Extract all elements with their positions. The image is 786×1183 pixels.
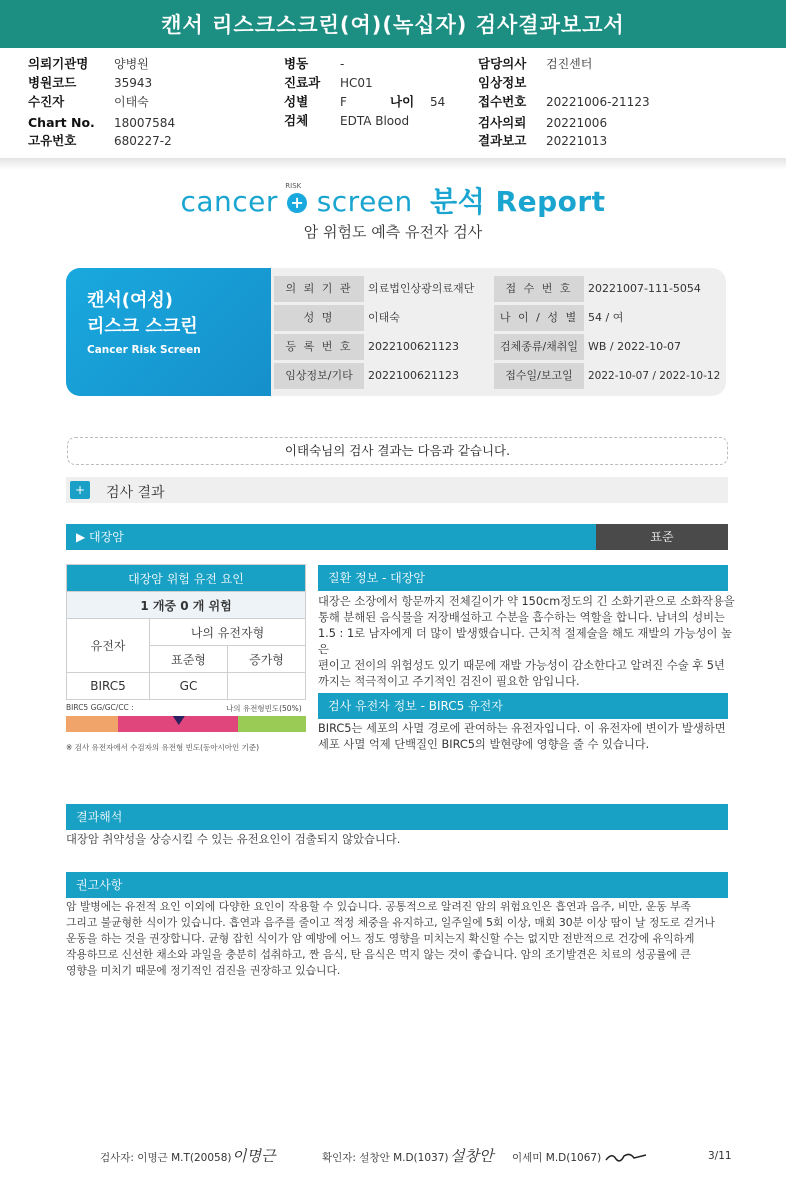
recommendation-text [66, 899, 746, 979]
result-date-value: 20221013 [546, 134, 608, 148]
chart-label: Chart No. [28, 115, 95, 130]
request-value: 20221006 [546, 116, 608, 130]
specimen-label: 검체 [284, 113, 309, 128]
card-value: 2022-10-07 / 2022-10-12 [588, 370, 721, 382]
interpretation-header: 결과해석 [66, 804, 728, 830]
card-key: 임상정보/기타 [274, 363, 364, 389]
text-line: 작용하므로 신선한 채소와 과일을 충분히 섭취하고, 짠 음식, 탄 음식은 먹지 않는 것이 좋습니다. 암의 조기발견은 치료의 성공률에 큰 [66, 948, 691, 961]
disease-info-text [318, 594, 738, 690]
specimen-value: EDTA Blood [340, 114, 410, 128]
section-title: 검사 결과 [106, 485, 165, 501]
brand-suffix: 분석 Report [430, 185, 606, 218]
text-line: 운동을 하는 것을 권장합니다. 균형 잡힌 식이가 암 예방에 어느 정도 영향을 미치는지 확신할 수는 없지만 전반적으로 건강에 유익하게 [66, 932, 695, 945]
standard-header: 표준형 [150, 646, 228, 673]
page-divider [0, 158, 786, 170]
card-title-2: 리스크 스크린 [87, 316, 198, 337]
card-value: 2022100621123 [368, 369, 459, 382]
patient-value: 이태숙 [114, 95, 149, 109]
report-title: 캔서 리스크스크린(여)(녹십자) 검사결과보고서 [161, 13, 625, 37]
gene-name: BIRC5 [67, 673, 150, 700]
text-line: 그리고 불균형한 식이가 있습니다. 흡연과 음주를 줄이고 적정 체중을 유지하고, 일주일에 5회 이상, 매회 30분 이상 땀이 날 정도로 걷거나 [66, 916, 715, 929]
card-value: WB / 2022-10-07 [588, 340, 682, 353]
brand-subtitle: 암 위험도 예측 유전자 검사 [303, 223, 483, 241]
text-line: 1.5 : 1로 남자에게 더 많이 발생했습니다. 근치적 절제술을 해도 재발의 가능성이 높은 [318, 627, 732, 656]
hospital-label: 의뢰기관명 [28, 56, 89, 71]
my-type-header: 나의 유전자형 [150, 619, 306, 646]
text-line: 통해 분해된 음식물을 저장배설하고 수분을 흡수하는 역할을 합니다. 남녀의 성비는 [318, 611, 725, 624]
gene-table-header: 대장암 위험 유전 요인 [67, 565, 306, 592]
gene-info-header: 검사 유전자 정보 - BIRC5 유전자 [318, 693, 728, 719]
card-key: 접 수 번 호 [494, 276, 584, 302]
intro-message: 이태숙님의 검사 결과는 다음과 같습니다. [67, 437, 728, 465]
gene-table [66, 564, 306, 700]
clinical-label: 임상정보 [478, 75, 527, 90]
card-title-1: 캔서(여성) [87, 290, 174, 311]
code-label: 병원코드 [28, 75, 77, 90]
brand-logo [0, 180, 786, 220]
disease-info-header: 질환 정보 - 대장암 [318, 565, 728, 591]
card-value: 20221007-111-5054 [588, 282, 701, 295]
card-key: 의 뢰 기 관 [274, 276, 364, 302]
age-label: 나이 [390, 94, 415, 109]
ward-label: 병동 [284, 56, 309, 71]
doctor-label: 담당의사 [478, 56, 527, 71]
text-line: 편이고 전이의 위험성도 있기 때문에 재발 가능성이 감소한다고 알려진 수술 후 5년 [318, 659, 725, 672]
frequency-segment-low [66, 716, 118, 732]
result-date-label: 결과보고 [478, 133, 527, 148]
brand-risk-icon: + RISK [287, 193, 307, 213]
info-card [66, 268, 726, 396]
second-confirmer-signature [604, 1150, 648, 1164]
tester-signature: 이명근 [232, 1147, 276, 1165]
dept-label: 진료과 [284, 75, 321, 90]
confirmer-info: 확인자: 설창안 M.D(1037) [322, 1152, 449, 1164]
report-title-bar [0, 0, 786, 48]
text-line: 암 발병에는 유전적 요인 이외에 다양한 요인이 작용할 수 있습니다. 공통적으로 알려진 암의 위험요인은 흡연과 음주, 비만, 운동 부족 [66, 900, 691, 913]
unique-label: 고유번호 [28, 133, 77, 148]
cancer-name: ▶ 대장암 [76, 530, 124, 544]
sex-label: 성별 [284, 94, 309, 109]
section-bar [66, 477, 728, 503]
brand-screen: screen [316, 185, 413, 218]
card-key: 나 이 / 성 별 [494, 305, 584, 331]
confirmer-signature: 설창안 [450, 1147, 494, 1165]
request-label: 검사의뢰 [478, 115, 527, 130]
increased-value [228, 673, 306, 700]
frequency-note: ※ 검사 유전자에서 수검자의 유전형 빈도(동아시아인 기준) [66, 743, 260, 752]
chart-value: 18007584 [114, 116, 176, 130]
receipt-label: 접수번호 [478, 94, 527, 109]
card-banner [66, 268, 271, 396]
text-line: 대장은 소장에서 항문까지 전체길이가 약 150cm정도의 긴 소화기관으로 소화작용을 [318, 595, 735, 608]
card-value: 의료법인상광의료재단 [368, 282, 475, 295]
frequency-bar [66, 716, 306, 732]
increased-header: 증가형 [228, 646, 306, 673]
card-title-3: Cancer Risk Screen [87, 344, 201, 356]
frequency-segment-high [238, 716, 306, 732]
code-value: 35943 [114, 76, 153, 90]
card-value: 54 / 여 [588, 311, 624, 324]
text-line: 영향을 미치기 때문에 정기적인 검진을 권장하고 있습니다. [66, 964, 341, 977]
card-key: 접수일/보고일 [494, 363, 584, 389]
gene-column-header: 유전자 [67, 619, 150, 673]
folder-icon: + [70, 481, 90, 499]
unique-value: 680227-2 [114, 134, 172, 148]
card-key: 검체종류/채취일 [494, 334, 584, 360]
age-value: 54 [430, 95, 446, 109]
second-confirmer-info: 이세미 M.D(1067) [512, 1152, 602, 1164]
text-line: BIRC5는 세포의 사멸 경로에 관여하는 유전자입니다. 이 유전자에 변이가 발생하면 [318, 722, 726, 735]
cancer-bar [66, 524, 596, 550]
dept-value: HC01 [340, 76, 373, 90]
brand-risk: RISK [285, 182, 302, 190]
card-key: 성 명 [274, 305, 364, 331]
tester-info: 검사자: 이명근 M.T(20058) [100, 1152, 232, 1164]
frequency-right-label: 나의 유전형빈도(50%) [226, 704, 302, 713]
patient-label: 수진자 [28, 94, 65, 109]
card-value: 2022100621123 [368, 340, 459, 353]
sex-value: F [340, 95, 347, 109]
recommendation-header: 권고사항 [66, 872, 728, 898]
status-badge: 표준 [596, 524, 728, 550]
receipt-value: 20221006-21123 [546, 95, 650, 109]
text-line: 까지는 적극적이고 주기적인 검진이 필요한 암입니다. [318, 675, 580, 688]
page-number: 3/11 [708, 1150, 732, 1162]
frequency-left-label: BIRC5 GG/GC/CC : [66, 703, 134, 712]
card-key: 등 록 번 호 [274, 334, 364, 360]
text-line: 세포 사멸 억제 단백질인 BIRC5의 발현량에 영향을 줄 수 있습니다. [318, 738, 650, 751]
doctor-value: 검진센터 [546, 57, 593, 71]
brand-cancer: cancer [180, 185, 278, 218]
card-value: 이태숙 [368, 311, 400, 324]
standard-value: GC [150, 673, 228, 700]
hospital-value: 양병원 [114, 57, 149, 71]
gene-table-summary: 1 개중 0 개 위험 [67, 592, 306, 619]
ward-value: - [340, 57, 345, 71]
gene-info-text [318, 721, 738, 753]
interpretation-text: 대장암 취약성을 상승시킬 수 있는 유전요인이 검출되지 않았습니다. [66, 833, 401, 846]
